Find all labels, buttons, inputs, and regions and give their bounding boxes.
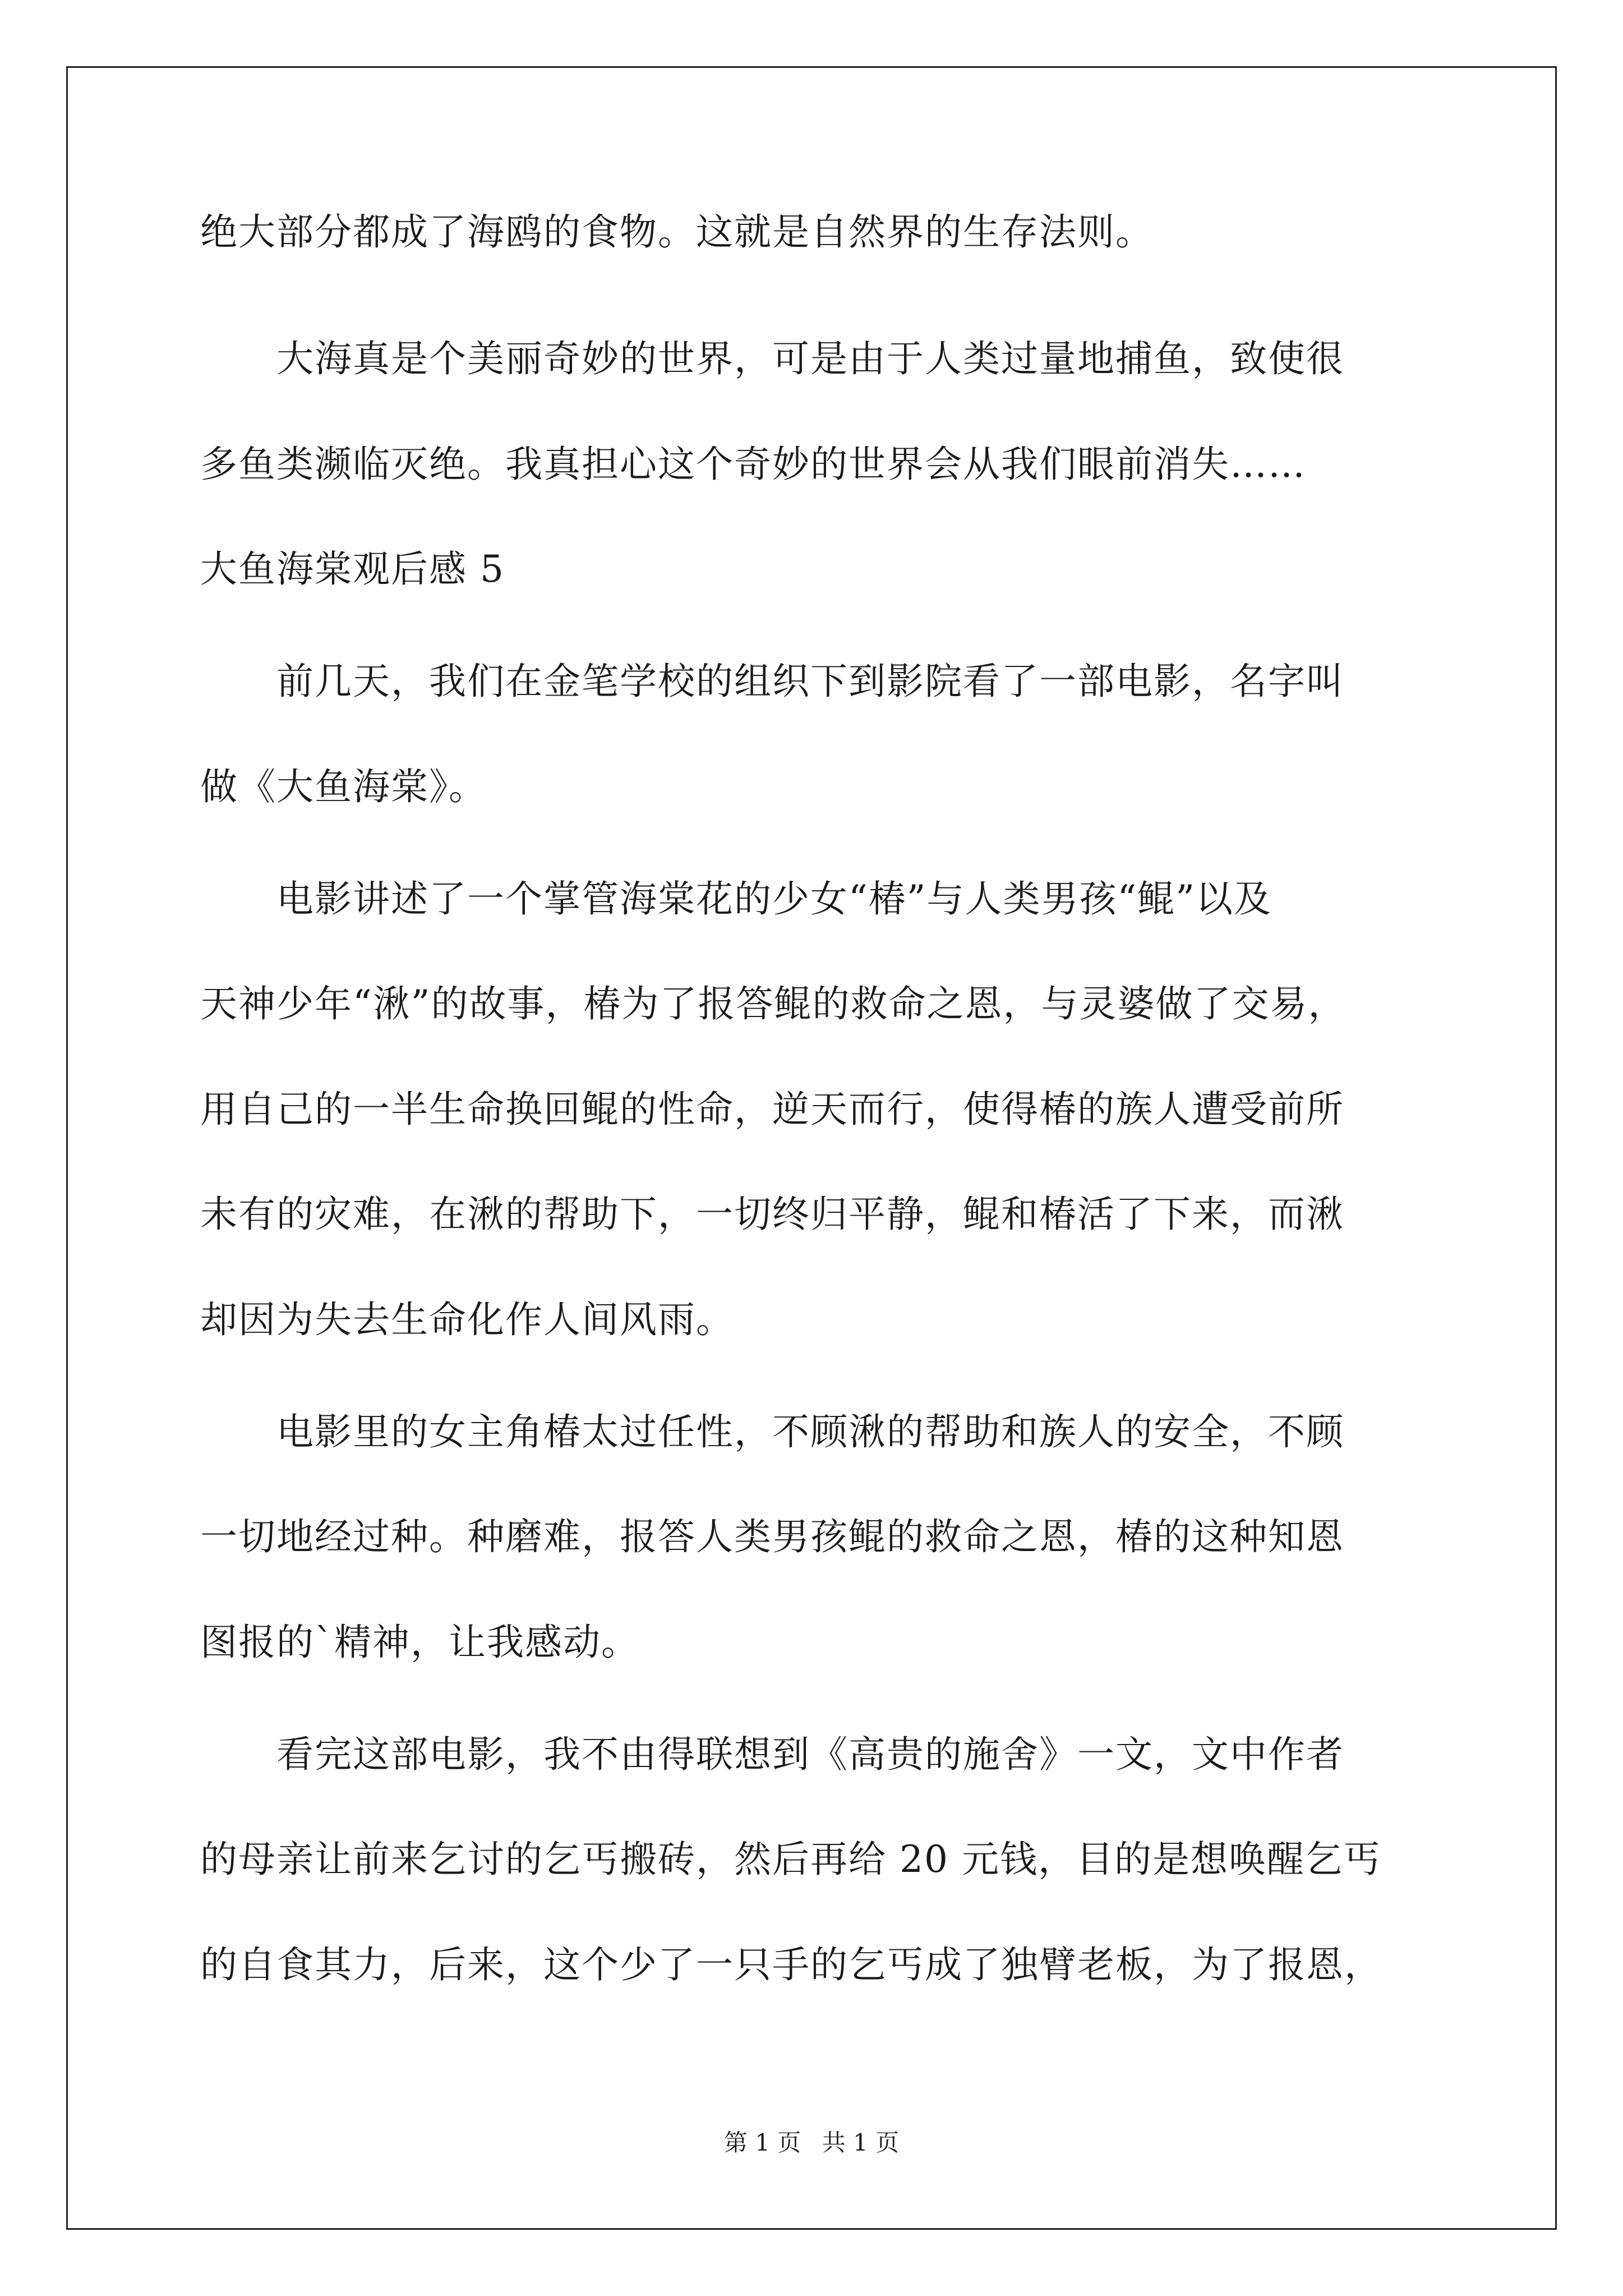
page-number: 第 1 页 xyxy=(723,2129,801,2156)
text-line: 大海真是个美丽奇妙的世界，可是由于人类过量地捕鱼，致使很 xyxy=(200,337,1344,380)
text-line: 图报的`精神，让我感动。 xyxy=(200,1621,639,1664)
text-line: 却因为失去生命化作人间风雨。 xyxy=(200,1298,734,1341)
page-frame xyxy=(66,66,1557,2230)
text-line: 未有的灾难，在湫的帮助下，一切终归平静，鲲和椿活了下来，而湫 xyxy=(200,1193,1344,1236)
text-line: 的母亲让前来乞讨的乞丐搬砖，然后再给 20 元钱，目的是想唤醒乞丐 xyxy=(200,1838,1381,1881)
text-line: 一切地经过种。种磨难，报答人类男孩鲲的救命之恩，椿的这种知恩 xyxy=(200,1515,1344,1558)
text-line: 电影讲述了一个掌管海棠花的少女“椿”与人类男孩“鲲”以及 xyxy=(200,877,1272,921)
text-line: 前几天，我们在金笔学校的组织下到影院看了一部电影，名字叫 xyxy=(200,660,1344,703)
section-heading: 大鱼海棠观后感 5 xyxy=(200,547,505,591)
text-line: 用自己的一半生命换回鲲的性命，逆天而行，使得椿的族人遭受前所 xyxy=(200,1088,1344,1131)
page-total: 共 1 页 xyxy=(822,2129,900,2156)
text-line: 看完这部电影，我不由得联想到《高贵的施舍》一文，文中作者 xyxy=(200,1733,1344,1776)
text-line: 的自食其力，后来，这个少了一只手的乞丐成了独臂老板，为了报恩， xyxy=(200,1943,1382,1986)
text-line: 多鱼类濒临灭绝。我真担心这个奇妙的世界会从我们眼前消失…… xyxy=(200,443,1306,486)
text-line: 绝大部分都成了海鸥的食物。这就是自然界的生存法则。 xyxy=(200,210,1154,254)
text-line: 电影里的女主角椿太过任性，不顾湫的帮助和族人的安全，不顾 xyxy=(200,1410,1344,1453)
text-line: 做《大鱼海棠》。 xyxy=(200,765,487,808)
page-footer xyxy=(0,2129,1623,2157)
text-line: 天神少年“湫”的故事，椿为了报答鲲的救命之恩，与灵婆做了交易， xyxy=(200,982,1347,1025)
